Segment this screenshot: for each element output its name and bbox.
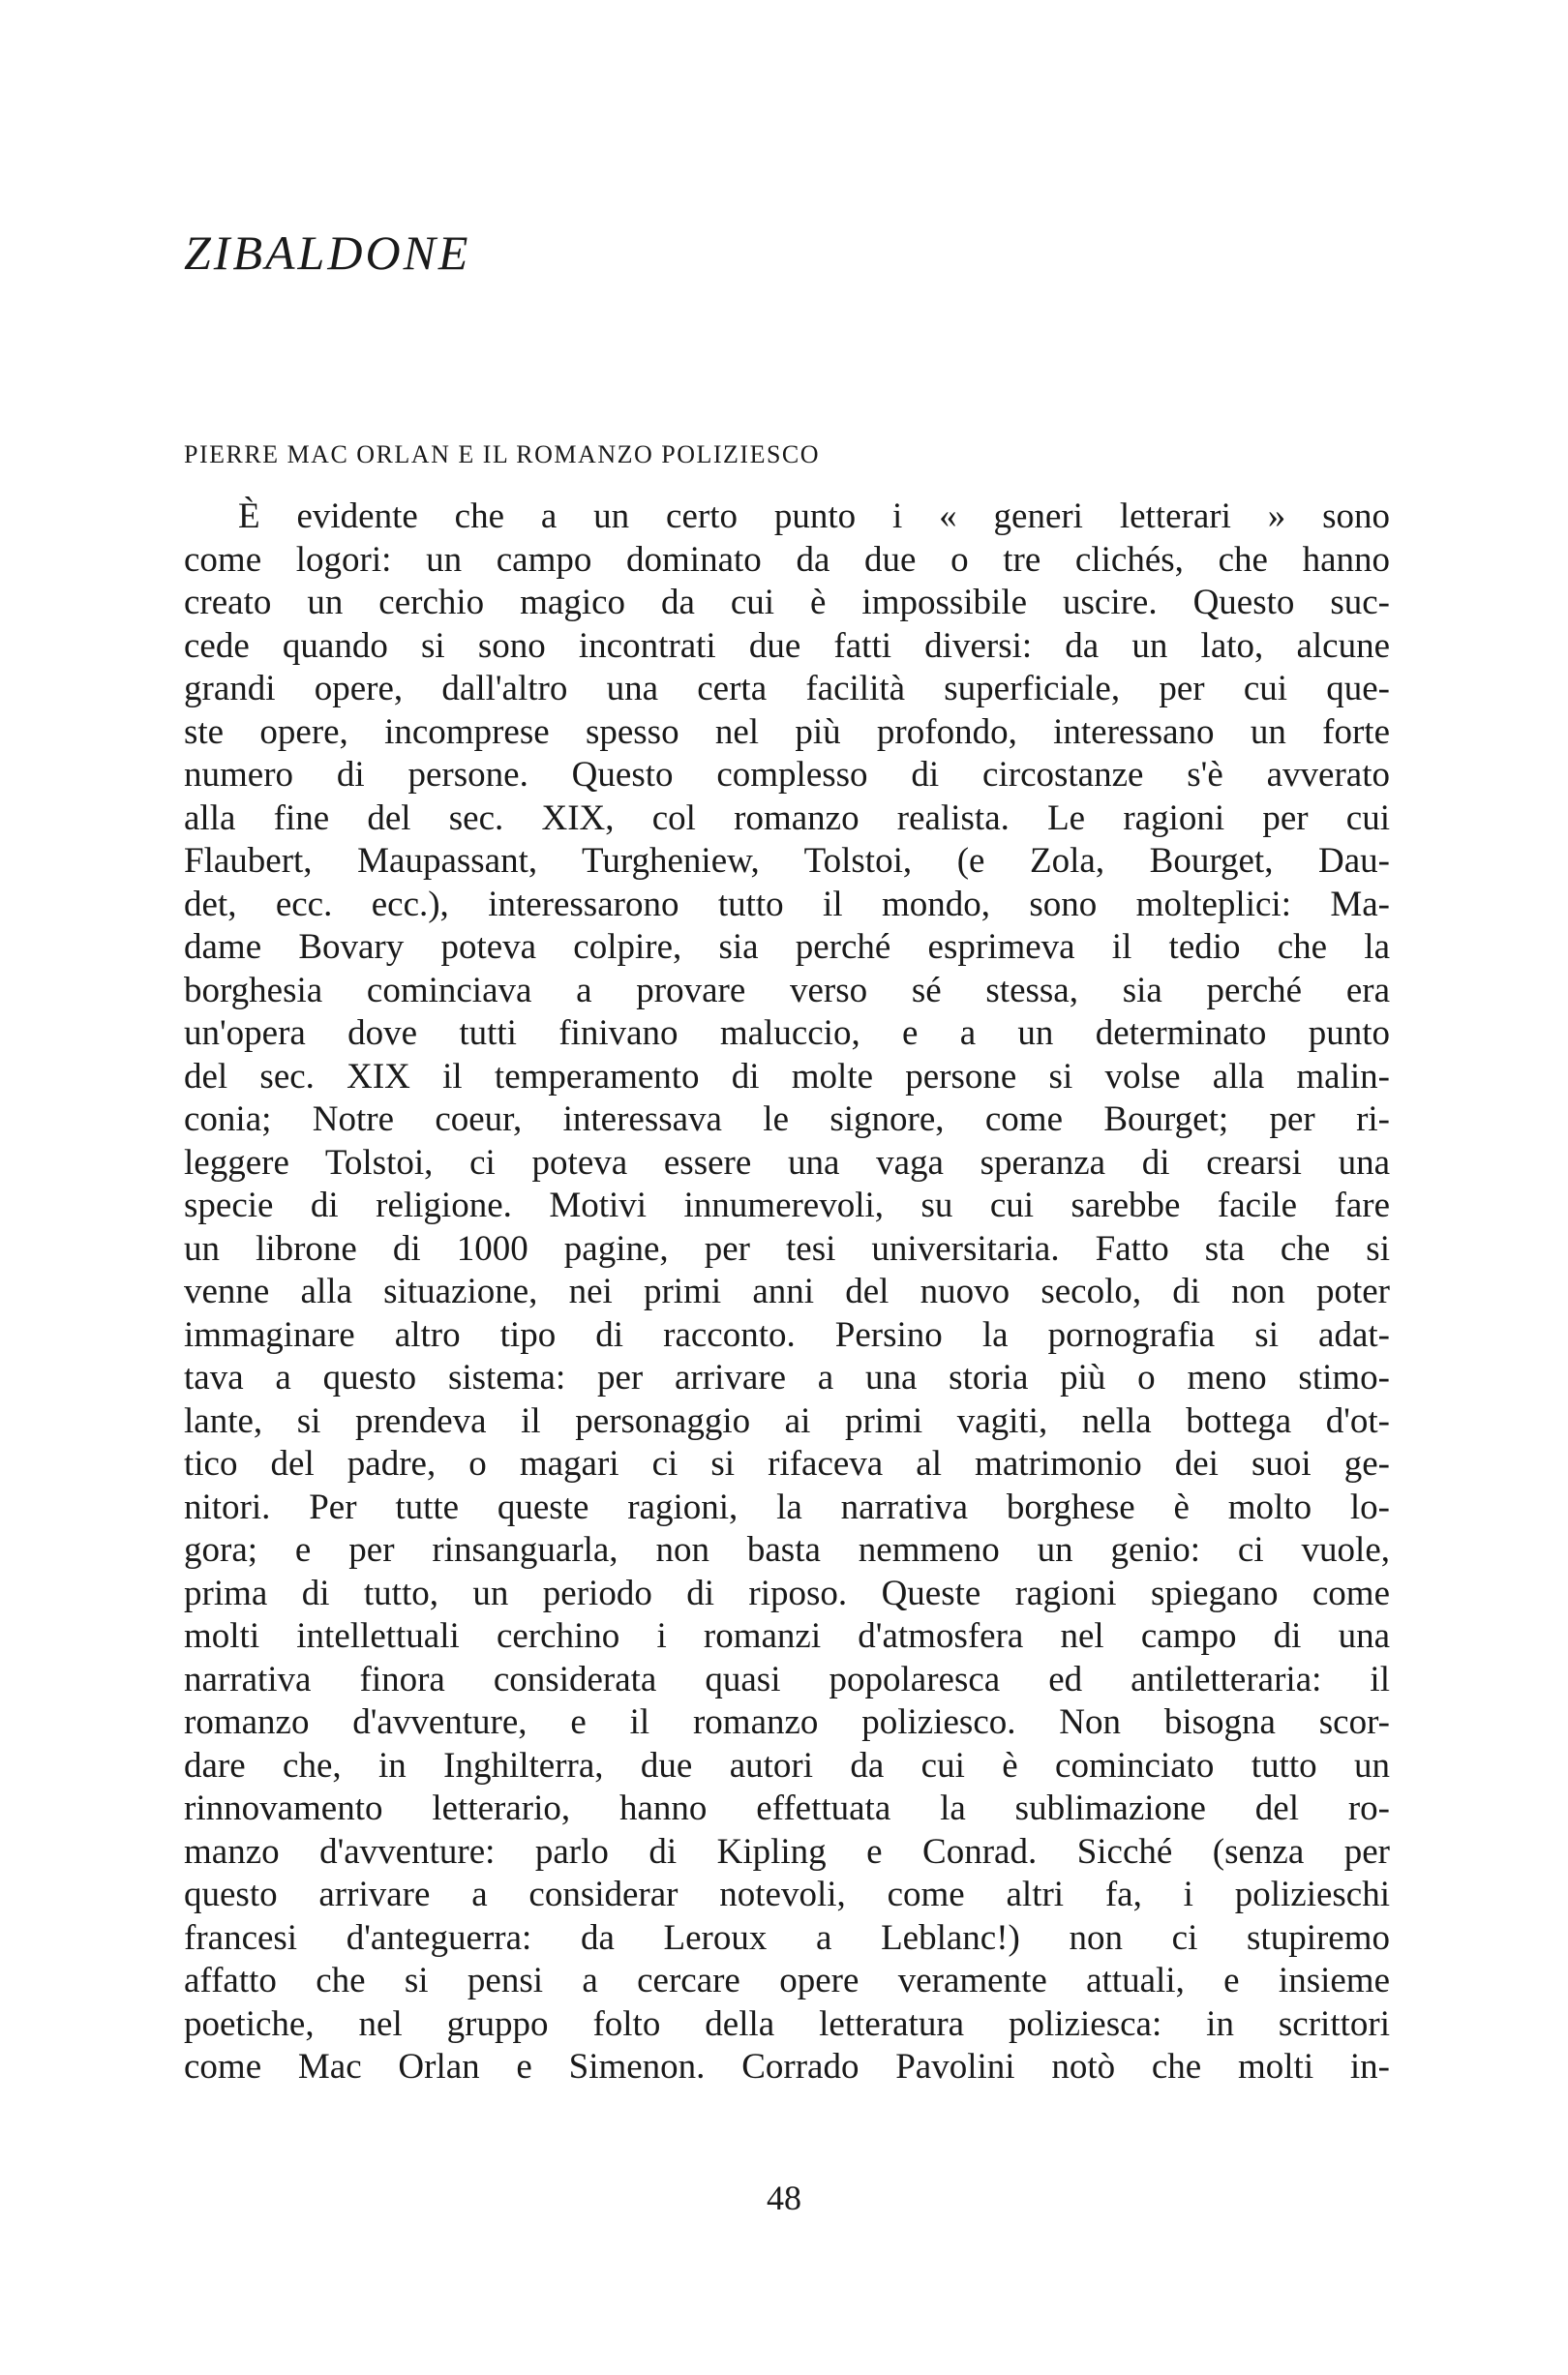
body-line: creato un cerchio magico da cui è impossibile uscire. Questo suc- [184, 583, 1390, 622]
body-line: affatto che si pensi a cercare opere veramente attuali, e insieme [184, 1961, 1390, 2000]
body-line: manzo d'avventure: parlo di Kipling e Conrad. Sicché (senza per [184, 1831, 1390, 1872]
body-line: leggere Tolstoi, ci poteva essere una vaga speranza di crearsi una [184, 1142, 1390, 1183]
body-line: poetiche, nel gruppo folto della letteratura poliziesca: in scrittori [184, 2003, 1390, 2044]
article-title: PIERRE MAC ORLAN E IL ROMANZO POLIZIESCO [184, 440, 821, 468]
running-head: ZIBALDONE [184, 225, 471, 280]
body-line: conia; Notre coeur, interessava le signore, come Bourget; per ri- [184, 1099, 1390, 1139]
body-line: romanzo d'avventure, e il romanzo poliziesco. Non bisogna scor- [184, 1702, 1390, 1742]
body-line: È evidente che a un certo punto i « generi letterari » sono [238, 496, 1390, 536]
body-line: grandi opere, dall'altro una certa facilità superficiale, per cui que- [184, 669, 1390, 708]
body-line: un librone di 1000 pagine, per tesi universitaria. Fatto sta che si [184, 1228, 1390, 1269]
body-line: nitori. Per tutte queste ragioni, la narrativa borghese è molto lo- [184, 1487, 1390, 1527]
body-line: specie di religione. Motivi innumerevoli, su cui sarebbe facile fare [184, 1186, 1390, 1225]
body-line: dare che, in Inghilterra, due autori da cui è cominciato tutto un [184, 1745, 1390, 1786]
body-line: borghesia cominciava a provare verso sé stessa, sia perché era [184, 970, 1390, 1010]
article-body [184, 496, 1390, 2089]
body-line: rinnovamento letterario, hanno effettuata la sublimazione del ro- [184, 1789, 1390, 1828]
body-line: molti intellettuali cerchino i romanzi d'atmosfera nel campo di una [184, 1616, 1390, 1656]
body-line: narrativa finora considerata quasi popolaresca ed antiletteraria: il [184, 1659, 1390, 1699]
body-line: francesi d'anteguerra: da Leroux a Leblanc!) non ci stupiremo [184, 1917, 1390, 1958]
body-line: venne alla situazione, nei primi anni del nuovo secolo, di non poter [184, 1272, 1390, 1311]
body-line: questo arrivare a considerar notevoli, come altri fa, i polizieschi [184, 1875, 1390, 1914]
body-line: cede quando si sono incontrati due fatti diversi: da un lato, alcune [184, 625, 1390, 666]
body-line: del sec. XIX il temperamento di molte persone si volse alla malin- [184, 1056, 1390, 1097]
body-line: immaginare altro tipo di racconto. Persino la pornografia si adat- [184, 1314, 1390, 1355]
body-line: prima di tutto, un periodo di riposo. Queste ragioni spiegano come [184, 1573, 1390, 1613]
body-line: tico del padre, o magari ci si rifaceva al matrimonio dei suoi ge- [184, 1444, 1390, 1484]
body-line: come logori: un campo dominato da due o tre clichés, che hanno [184, 539, 1390, 580]
body-line: ste opere, incomprese spesso nel più profondo, interessano un forte [184, 711, 1390, 752]
body-line: come Mac Orlan e Simenon. Corrado Pavolini notò che molti in- [184, 2047, 1390, 2087]
body-line: gora; e per rinsanguarla, non basta nemmeno un genio: ci vuole, [184, 1530, 1390, 1570]
body-line: det, ecc. ecc.), interessarono tutto il mondo, sono molteplici: Ma- [184, 884, 1390, 924]
body-line: tava a questo sistema: per arrivare a una storia più o meno stimo- [184, 1358, 1390, 1398]
body-line: lante, si prendeva il personaggio ai primi vagiti, nella bottega d'ot- [184, 1400, 1390, 1441]
body-line: Flaubert, Maupassant, Turgheniew, Tolstoi, (e Zola, Bourget, Dau- [184, 841, 1390, 881]
body-line: dame Bovary poteva colpire, sia perché esprimeva il tedio che la [184, 927, 1390, 967]
body-line: un'opera dove tutti finivano maluccio, e a un determinato punto [184, 1013, 1390, 1053]
body-line: numero di persone. Questo complesso di circostanze s'è avverato [184, 755, 1390, 795]
page-number: 48 [767, 2179, 801, 2217]
body-line: alla fine del sec. XIX, col romanzo realista. Le ragioni per cui [184, 797, 1390, 838]
